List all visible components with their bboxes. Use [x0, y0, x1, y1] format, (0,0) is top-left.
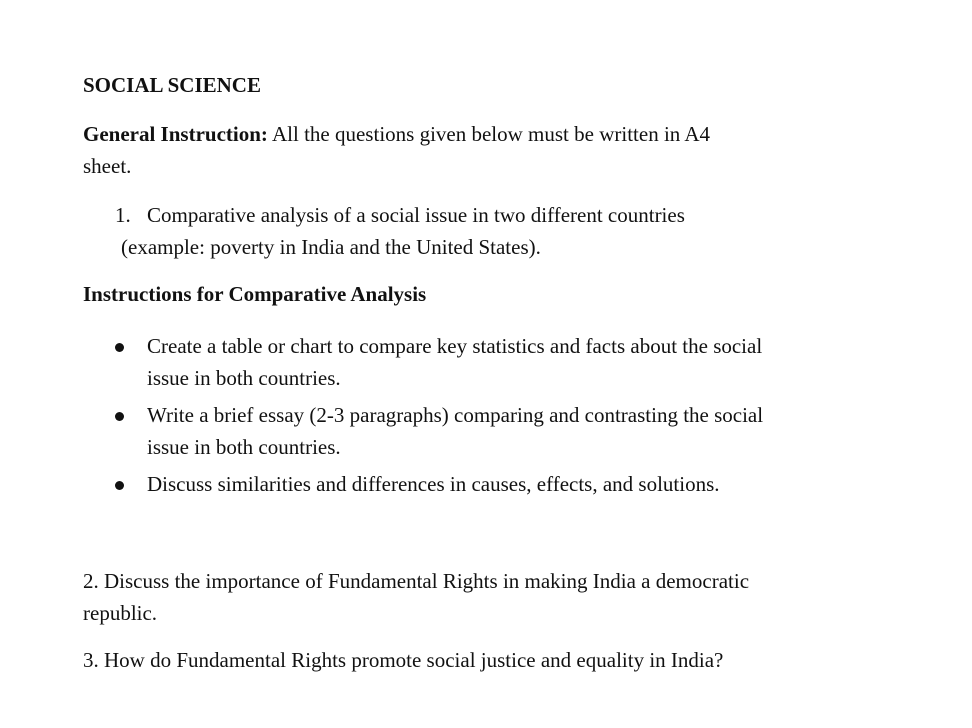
question-3-text: 3. How do Fundamental Rights promote social justice and equality in India?	[83, 648, 724, 672]
instructions-heading: Instructions for Comparative Analysis	[83, 282, 427, 306]
bullet-icon	[115, 481, 124, 490]
question-1-example: (example: poverty in India and the United States).	[121, 235, 541, 259]
general-instruction-text: All the questions given below must be written in A4	[267, 122, 711, 146]
bullet-text: Create a table or chart to compare key statistics and facts about the social	[147, 334, 763, 358]
question-1-number: 1.	[115, 203, 131, 227]
general-instruction-label: General Instruction:	[83, 122, 268, 146]
bullet-text-continuation: issue in both countries.	[147, 435, 341, 459]
document-title: SOCIAL SCIENCE	[83, 73, 261, 97]
general-instruction-continuation: sheet.	[83, 154, 132, 178]
question-2-text: 2. Discuss the importance of Fundamental Rights in making India a democratic	[83, 569, 750, 593]
bullet-icon	[115, 412, 124, 421]
question-1-text: Comparative analysis of a social issue in two different countries	[147, 203, 685, 227]
question-2-continuation: republic.	[83, 601, 158, 625]
bullet-text: Write a brief essay (2-3 paragraphs) comparing and contrasting the social	[147, 403, 764, 427]
bullet-text-continuation: issue in both countries.	[147, 366, 341, 390]
bullet-icon	[115, 343, 124, 352]
general-instruction-line	[83, 124, 710, 145]
bullet-text: Discuss similarities and differences in causes, effects, and solutions.	[147, 472, 720, 496]
